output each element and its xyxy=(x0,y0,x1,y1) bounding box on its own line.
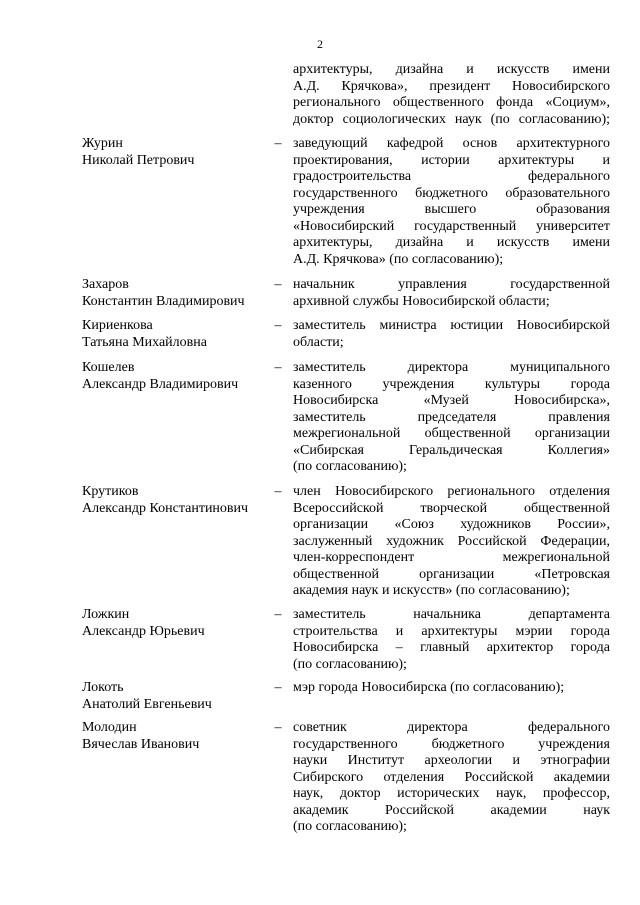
position-line: области; xyxy=(293,334,344,350)
position-line: академия наук и искусств» (по согласованию); xyxy=(293,583,570,598)
member-name xyxy=(82,720,272,753)
dash-separator: – xyxy=(274,277,282,292)
position-line: государственного бюджетного образовательного xyxy=(293,185,610,201)
member-surname: Локоть xyxy=(82,680,124,695)
dash-separator: – xyxy=(274,680,282,695)
member-name xyxy=(82,277,272,310)
member-position xyxy=(293,484,610,600)
continuation-line: А.Д. Крячкова», президент Новосибирского xyxy=(293,78,610,94)
position-line: общественной организации «Петровская xyxy=(293,566,610,582)
member-given-names: Александр Юрьевич xyxy=(82,623,205,639)
position-line: казенного учреждения культуры города xyxy=(293,376,610,392)
position-line: член Новосибирского регионального отделения xyxy=(293,484,610,499)
dash-separator: – xyxy=(274,720,282,735)
member-surname: Журин xyxy=(82,136,123,151)
position-line: заведующий кафедрой основ архитектурного xyxy=(293,136,610,151)
position-line: заместитель председателя правления xyxy=(293,409,610,425)
position-line: «Новосибирский государственный университет xyxy=(293,218,610,234)
position-line: межрегиональной общественной организации xyxy=(293,426,610,441)
member-name xyxy=(82,607,272,640)
dash-separator: – xyxy=(274,484,282,499)
position-line: заместитель министра юстиции Новосибирской xyxy=(293,318,610,333)
position-line: организации «Союз художников России», xyxy=(293,517,610,532)
member-position xyxy=(293,318,610,351)
dash-separator: – xyxy=(274,318,282,333)
member-surname: Молодин xyxy=(82,720,137,735)
position-line: наук, доктор исторических наук, профессор, xyxy=(293,786,610,801)
member-given-names: Вячеслав Иванович xyxy=(82,736,200,752)
member-surname: Кириенкова xyxy=(82,318,153,333)
member-position xyxy=(293,720,610,836)
member-position xyxy=(293,277,610,310)
position-line: архивной службы Новосибирской области; xyxy=(293,293,550,309)
member-surname: Крутиков xyxy=(82,484,139,499)
position-line: Всероссийской творческой общественной xyxy=(293,500,610,516)
position-line: заместитель директора муниципального xyxy=(293,360,610,375)
member-given-names: Александр Владимирович xyxy=(82,376,239,392)
position-line: государственного бюджетного учреждения xyxy=(293,736,610,752)
member-name xyxy=(82,136,272,169)
page-number: 2 xyxy=(317,37,323,51)
position-line: Новосибирска «Музей Новосибирска», xyxy=(293,393,610,408)
position-line: Сибирского отделения Российской академии xyxy=(293,769,610,785)
position-line: (по согласованию); xyxy=(293,656,407,672)
member-given-names: Александр Константинович xyxy=(82,500,249,516)
position-line: строительства и архитектуры мэрии города xyxy=(293,623,610,639)
continuation-line: регионального общественного фонда «Социум», xyxy=(293,95,610,110)
member-position xyxy=(293,136,610,268)
member-surname: Ложкин xyxy=(82,607,130,622)
position-line: градостроительства федерального xyxy=(293,169,610,184)
position-line: А.Д. Крячкова» (по согласованию); xyxy=(293,251,504,267)
member-surname: Захаров xyxy=(82,277,129,292)
member-given-names: Татьяна Михайловна xyxy=(82,334,207,350)
position-line: (по согласованию); xyxy=(293,819,407,834)
position-line: член-корреспондент межрегиональной xyxy=(293,550,610,565)
member-given-names: Анатолий Евгеньевич xyxy=(82,696,212,712)
member-position xyxy=(293,607,610,673)
position-line: архитектуры, дизайна и искусств имени xyxy=(293,235,610,250)
member-position xyxy=(293,680,610,697)
member-given-names: Константин Владимирович xyxy=(82,293,245,309)
position-line: академик Российской академии наук xyxy=(293,802,610,818)
member-surname: Кошелев xyxy=(82,360,135,375)
position-line: заслуженный художник Российской Федерации, xyxy=(293,533,610,549)
continuation-line: доктор социологических наук (по согласованию); xyxy=(293,111,610,127)
position-line: советник директора федерального xyxy=(293,720,610,735)
continuation-line: архитектуры, дизайна и искусств имени xyxy=(293,62,610,77)
dash-separator: – xyxy=(274,360,282,375)
position-line: заместитель начальника департамента xyxy=(293,607,610,622)
continuation-text xyxy=(293,62,610,128)
position-line: учреждения высшего образования xyxy=(293,202,610,217)
member-name xyxy=(82,484,272,517)
position-line: начальник управления государственной xyxy=(293,277,610,292)
position-line: Новосибирска – главный архитектор города xyxy=(293,640,610,655)
member-given-names: Николай Петрович xyxy=(82,152,195,168)
position-line: мэр города Новосибирска (по согласованию); xyxy=(293,680,565,695)
dash-separator: – xyxy=(274,136,282,151)
position-line: проектирования, истории архитектуры и xyxy=(293,152,610,168)
member-position xyxy=(293,360,610,476)
position-line: (по согласованию); xyxy=(293,459,407,474)
member-name xyxy=(82,318,272,351)
position-line: науки Институт археологии и этнографии xyxy=(293,753,610,768)
position-line: «Сибирская Геральдическая Коллегия» xyxy=(293,442,610,458)
dash-separator: – xyxy=(274,607,282,622)
member-name xyxy=(82,680,272,713)
member-name xyxy=(82,360,272,393)
